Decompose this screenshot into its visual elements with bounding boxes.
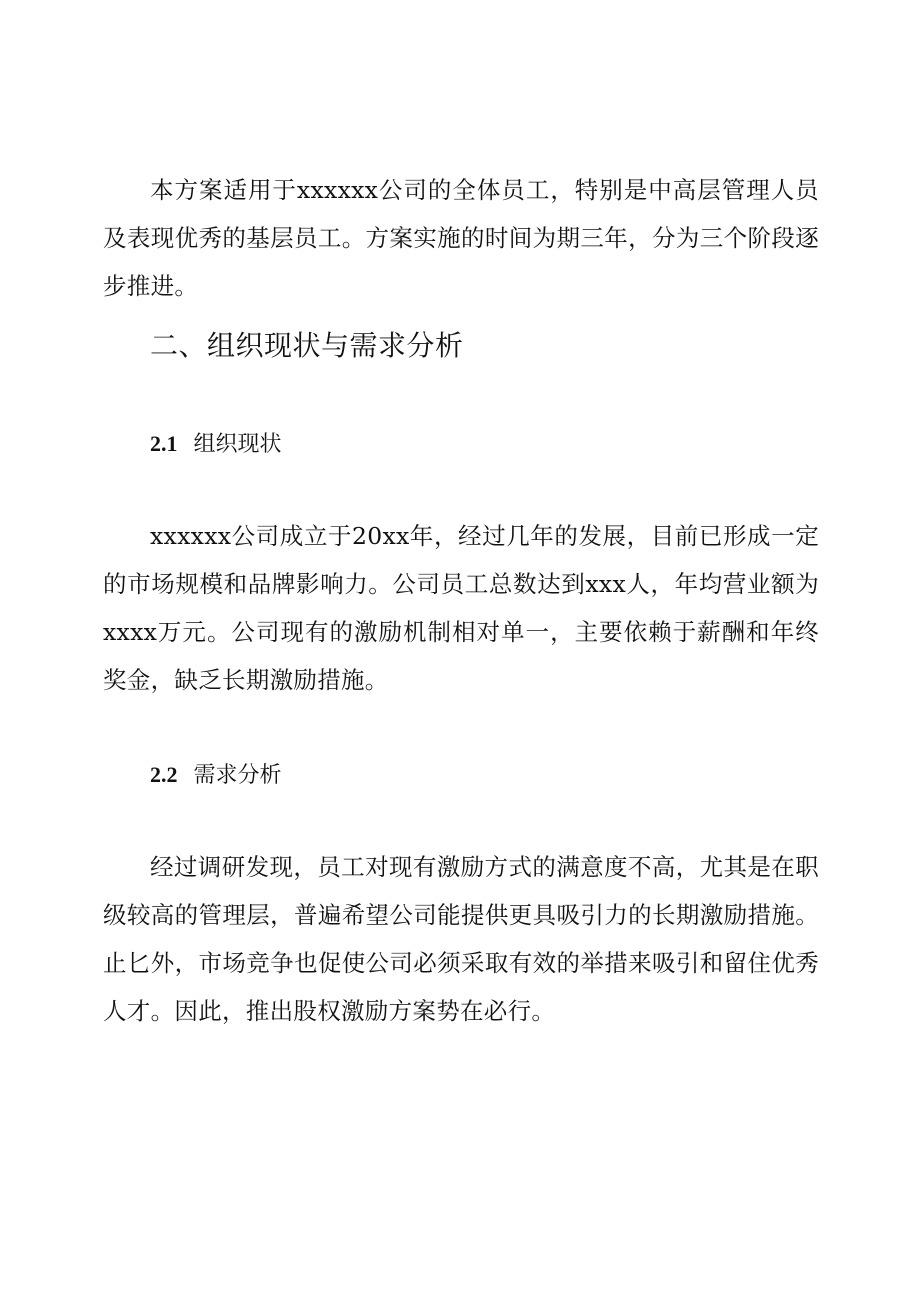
subsection-heading-status — [150, 424, 282, 465]
section-heading: 二、组织现状与需求分析 — [150, 329, 464, 362]
intro-paragraph: 本方案适用于xxxxxx公司的全体员工，特别是中高层管理人员及表现优秀的基层员工。方案实施的时间为期三年，分为三个阶段逐步推进。 — [103, 176, 819, 300]
needs-paragraph: 经过调研发现，员工对现有激励方式的满意度不高，尤其是在职级较高的管理层，普遍希望公司能提供更具吸引力的长期激励措施。止匕外，市场竞争也促使公司必须采取有效的举措来吸引和留住优秀人才。因此，推出股权激励方案势在必行。 — [103, 853, 819, 1025]
subsection-number: 2.1 — [150, 431, 178, 456]
subsection-title: 组织现状 — [193, 432, 282, 457]
subsection-number: 2.2 — [150, 762, 178, 787]
subsection-title: 需求分析 — [193, 763, 282, 788]
subsection-heading-needs — [150, 755, 282, 796]
status-paragraph: xxxxxx公司成立于20xx年，经过几年的发展，目前已形成一定的市场规模和品牌影响力。公司员工总数达到xxx人，年均营业额为xxxx万元。公司现有的激励机制相对单一，主要依赖于薪酬和年终奖金，缺乏长期激励措施。 — [103, 522, 819, 694]
